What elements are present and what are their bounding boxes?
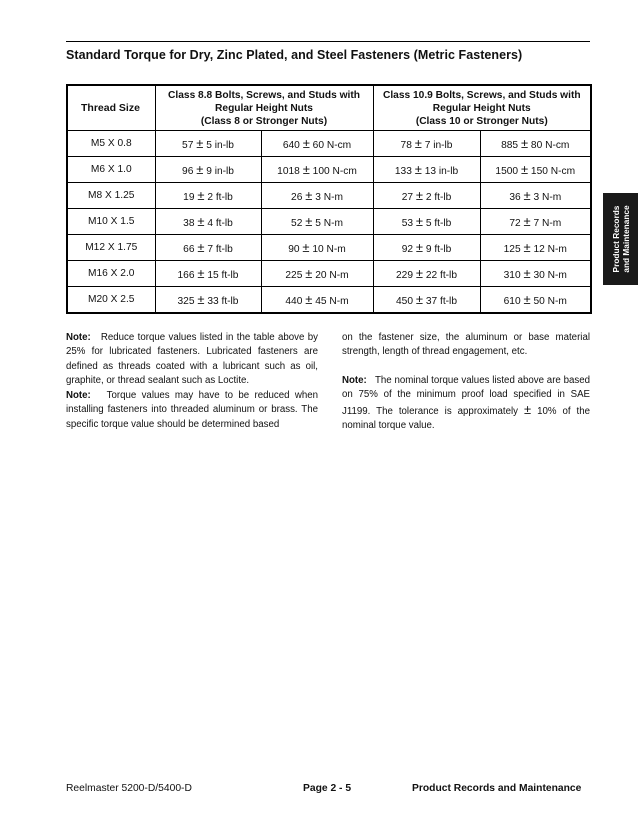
torque-value-cell (261, 209, 373, 235)
table-row (67, 261, 591, 287)
note-lubricated (66, 331, 318, 389)
footer-model: Reelmaster 5200-D/5400-D (66, 783, 192, 794)
torque-nominal: 26 (291, 192, 303, 203)
plus-minus-symbol: ± (520, 136, 529, 151)
footer-section: Product Records and Maintenance (412, 783, 582, 794)
torque-value-cell (480, 261, 591, 287)
thread-size-header: Thread Size (67, 85, 155, 131)
plus-minus-symbol: ± (415, 292, 423, 307)
thread-size-cell: M12 X 1.75 (67, 235, 155, 261)
torque-nominal: 885 (501, 140, 519, 151)
torque-nominal: 440 (285, 296, 303, 307)
torque-nominal: 92 (401, 244, 414, 255)
note-lubricated-text: Reduce torque values listed in the table above by 25% for lubricated fasteners. Lubricated fasteners are defined as threads coated with a lubricant such as oil, graphite, or thread sealant such as Loctite. (66, 332, 318, 387)
torque-value-cell (155, 209, 261, 235)
torque-nominal: 57 (182, 140, 194, 151)
torque-nominal: 72 (509, 218, 521, 229)
footer-page-number: Page 2 - 5 (303, 783, 352, 794)
thread-size-cell: M16 X 2.0 (67, 261, 155, 287)
plus-minus-symbol: ± (414, 162, 422, 177)
plus-minus-symbol: ± (415, 214, 424, 229)
table-row (67, 131, 591, 157)
torque-tolerance: 9 in-lb (206, 166, 234, 177)
plus-minus-symbol: ± (196, 162, 204, 177)
torque-nominal: 52 (291, 218, 303, 229)
plus-minus-symbol: ± (302, 240, 310, 255)
torque-nominal: 450 (396, 296, 414, 307)
torque-value-cell (261, 157, 373, 183)
torque-tolerance: 37 ft-lb (425, 296, 457, 307)
torque-nominal: 96 (182, 166, 194, 177)
plus-minus-symbol: ± (523, 214, 531, 229)
torque-nominal: 225 (285, 270, 303, 281)
torque-nominal: 38 (183, 218, 195, 229)
torque-tolerance: 4 ft-lb (207, 218, 233, 229)
note-aluminum (66, 389, 318, 432)
torque-tolerance: 20 N-m (315, 270, 349, 281)
top-rule (66, 41, 590, 42)
section-tab-line1: Product Records (610, 205, 621, 273)
class-8-8-line1: Class 8.8 Bolts, Screws, and Studs with (168, 89, 360, 101)
table-row (67, 157, 591, 183)
table-row (67, 183, 591, 209)
torque-tolerance: 12 N-m (533, 244, 567, 255)
plus-minus-symbol: ± (305, 292, 313, 307)
torque-tolerance: 33 ft-lb (207, 296, 239, 307)
torque-nominal: 325 (177, 296, 195, 307)
torque-tolerance: 2 ft-lb (425, 192, 452, 203)
section-tab[interactable] (603, 193, 638, 285)
plus-minus-symbol: ± (415, 188, 424, 203)
torque-tolerance: 3 N-m (533, 192, 562, 203)
plus-minus-symbol: ± (523, 266, 531, 281)
note-label: Note: (342, 375, 367, 386)
plus-minus-symbol: ± (302, 136, 310, 151)
torque-value-cell (155, 157, 261, 183)
torque-value-cell (480, 209, 591, 235)
torque-tolerance: 7 in-lb (424, 140, 453, 151)
plus-minus-symbol: ± (302, 162, 310, 177)
note-nominal (342, 374, 590, 434)
torque-tolerance: 22 ft-lb (425, 270, 457, 281)
class-10-9-header (373, 85, 591, 131)
torque-value-cell (480, 235, 591, 261)
table-row (67, 287, 591, 314)
torque-value-cell (373, 287, 480, 314)
note-aluminum-text-part2: on the fastener size, the aluminum or base material strength, length of thread engagement, etc. (342, 332, 590, 358)
torque-value-cell (373, 183, 480, 209)
torque-nominal: 90 (288, 244, 300, 255)
torque-tolerance: 3 N-m (315, 192, 343, 203)
torque-tolerance: 5 in-lb (206, 140, 234, 151)
torque-value-cell (261, 235, 373, 261)
class-8-8-header (155, 85, 373, 131)
torque-nominal: 640 (282, 140, 300, 151)
torque-value-cell (480, 157, 591, 183)
torque-tolerance: 60 N-cm (312, 140, 352, 151)
torque-value-cell (261, 131, 373, 157)
plus-minus-symbol: ± (197, 240, 205, 255)
plus-minus-symbol: ± (415, 266, 423, 281)
torque-nominal: 166 (177, 270, 195, 281)
torque-value-cell (155, 261, 261, 287)
torque-value-cell (480, 131, 591, 157)
class-8-8-line2: Regular Height Nuts (215, 102, 313, 114)
note-label: Note: (66, 390, 91, 401)
plus-minus-symbol: ± (523, 401, 532, 417)
plus-minus-symbol: ± (196, 136, 204, 151)
note-label: Note: (66, 332, 91, 343)
torque-value-cell (261, 287, 373, 314)
torque-nominal: 78 (400, 140, 412, 151)
torque-value-cell (155, 183, 261, 209)
torque-nominal: 19 (183, 192, 195, 203)
section-tab-label (611, 193, 631, 285)
class-8-8-line3: (Class 8 or Stronger Nuts) (200, 115, 328, 127)
torque-tolerance: 13 in-lb (424, 166, 459, 177)
plus-minus-symbol: ± (523, 188, 531, 203)
plus-minus-symbol: ± (197, 292, 205, 307)
plus-minus-symbol: ± (415, 240, 424, 255)
torque-tolerance: 7 N-m (533, 218, 562, 229)
thread-size-cell: M20 X 2.5 (67, 287, 155, 314)
note-nominal-text-a: The nominal torque values listed above are based on 75% of the minimum proof load specified in SAE J1199. The tolerance is approximately (342, 375, 590, 417)
plus-minus-symbol: ± (305, 188, 313, 203)
torque-tolerance: 5 ft-lb (425, 218, 452, 229)
torque-tolerance: 80 N-cm (530, 140, 570, 151)
note-nominal-text-b: 10% of the nominal torque value. (342, 405, 590, 432)
torque-tolerance: 45 N-m (315, 296, 349, 307)
table-row (67, 209, 591, 235)
torque-tolerance: 100 N-cm (312, 166, 357, 177)
torque-tolerance: 2 ft-lb (207, 192, 233, 203)
table-header-row (67, 85, 591, 131)
torque-nominal: 310 (503, 270, 521, 281)
plus-minus-symbol: ± (197, 188, 205, 203)
torque-tolerance: 15 ft-lb (207, 270, 239, 281)
class-10-9-line2: Regular Height Nuts (432, 102, 531, 114)
torque-value-cell (373, 131, 480, 157)
torque-tolerance: 50 N-m (533, 296, 567, 307)
torque-value-cell (373, 235, 480, 261)
torque-nominal: 1018 (277, 166, 300, 177)
thread-size-cell: M5 X 0.8 (67, 131, 155, 157)
section-tab-line2: and Maintenance (620, 205, 631, 273)
torque-nominal: 125 (503, 244, 521, 255)
torque-nominal: 133 (394, 166, 412, 177)
plus-minus-symbol: ± (523, 240, 531, 255)
torque-value-cell (261, 183, 373, 209)
torque-value-cell (480, 183, 591, 209)
torque-nominal: 27 (401, 192, 414, 203)
torque-value-cell (480, 287, 591, 314)
thread-size-cell: M8 X 1.25 (67, 183, 155, 209)
torque-nominal: 66 (183, 244, 195, 255)
torque-value-cell (373, 209, 480, 235)
thread-size-cell: M6 X 1.0 (67, 157, 155, 183)
table-row (67, 235, 591, 261)
plus-minus-symbol: ± (520, 162, 529, 177)
note-aluminum-text-part1: Torque values may have to be reduced when installing fasteners into threaded aluminum or brass. The specific torque value should be determined based (66, 390, 318, 430)
torque-tolerance: 150 N-cm (530, 166, 576, 177)
plus-minus-symbol: ± (305, 266, 313, 281)
plus-minus-symbol: ± (305, 214, 313, 229)
page-title: Standard Torque for Dry, Zinc Plated, and Steel Fasteners (Metric Fasteners) (66, 48, 523, 62)
torque-tolerance: 9 ft-lb (425, 244, 452, 255)
torque-nominal: 36 (509, 192, 521, 203)
plus-minus-symbol: ± (414, 136, 422, 151)
torque-value-cell (261, 261, 373, 287)
plus-minus-symbol: ± (197, 214, 205, 229)
torque-table (66, 84, 592, 314)
torque-value-cell (155, 235, 261, 261)
torque-nominal: 1500 (495, 166, 519, 177)
torque-nominal: 229 (396, 270, 414, 281)
torque-value-cell (373, 157, 480, 183)
torque-tolerance: 30 N-m (533, 270, 567, 281)
torque-value-cell (373, 261, 480, 287)
class-10-9-line3: (Class 10 or Stronger Nuts) (415, 115, 548, 127)
class-10-9-line1: Class 10.9 Bolts, Screws, and Studs with (382, 89, 581, 101)
torque-value-cell (155, 131, 261, 157)
thread-size-cell: M10 X 1.5 (67, 209, 155, 235)
note-aluminum-continued (342, 331, 590, 360)
torque-tolerance: 10 N-m (312, 244, 346, 255)
plus-minus-symbol: ± (523, 292, 531, 307)
plus-minus-symbol: ± (197, 266, 205, 281)
torque-tolerance: 7 ft-lb (207, 244, 233, 255)
torque-nominal: 53 (401, 218, 414, 229)
torque-value-cell (155, 287, 261, 314)
torque-nominal: 610 (503, 296, 521, 307)
torque-tolerance: 5 N-m (315, 218, 343, 229)
